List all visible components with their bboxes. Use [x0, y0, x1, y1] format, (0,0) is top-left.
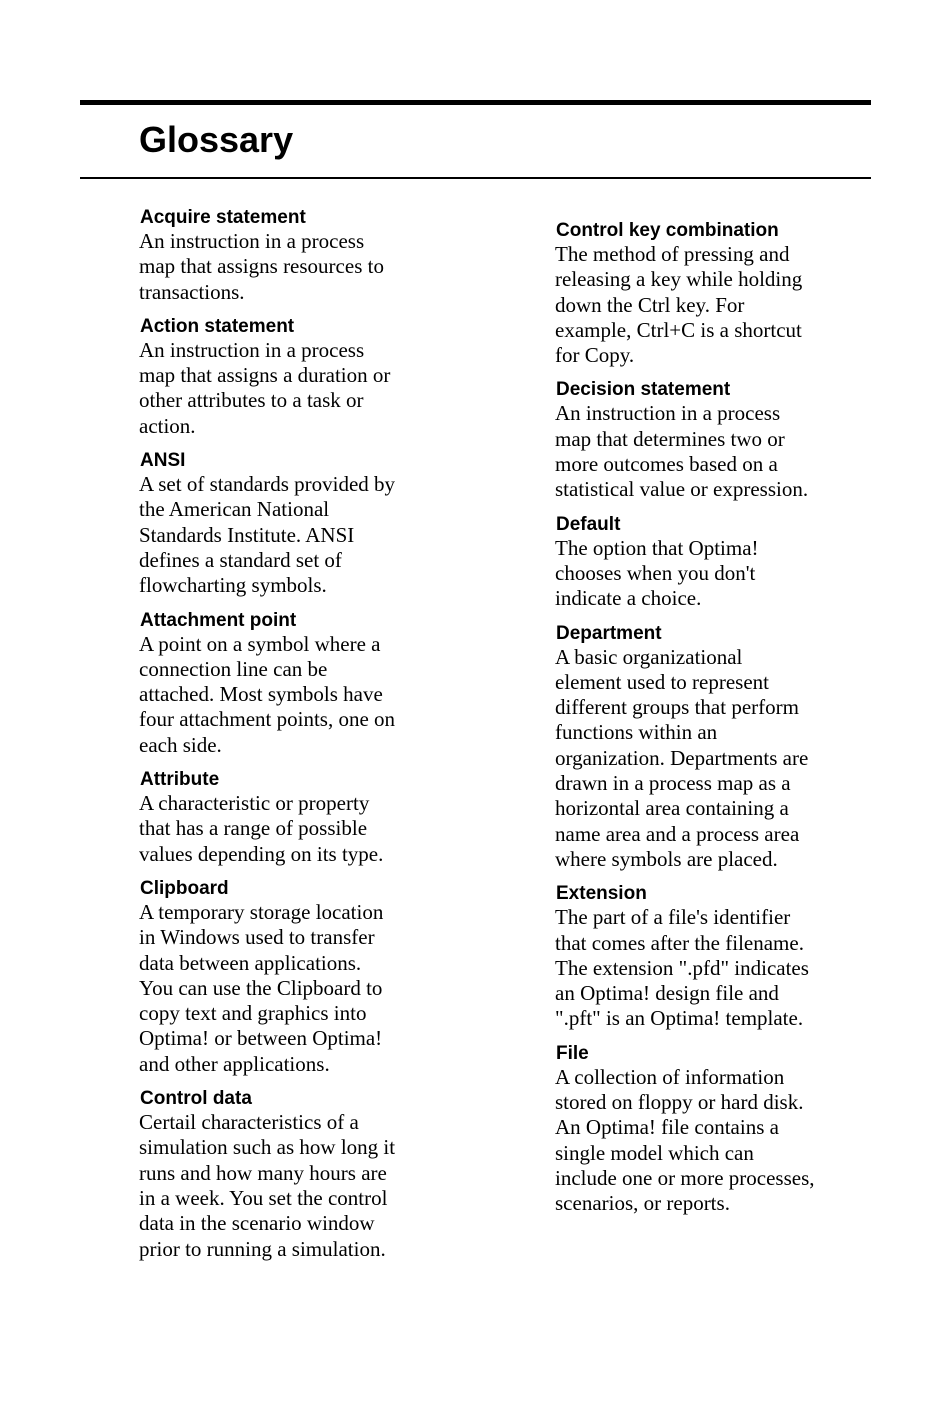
definition-line: data in the scenario window	[139, 1211, 375, 1236]
glossary-term: ANSI	[140, 450, 186, 472]
definition-line: Optima! or between Optima!	[139, 1026, 383, 1051]
definition-line: simulation such as how long it	[139, 1135, 396, 1160]
definition-line: A basic organizational	[555, 644, 743, 669]
glossary-definition	[555, 1065, 845, 1217]
definition-line: functions within an	[555, 720, 718, 745]
glossary-term: Action statement	[140, 315, 295, 337]
glossary-entry	[139, 315, 429, 439]
glossary-entry	[555, 219, 845, 368]
definition-line: A set of standards provided by	[139, 472, 396, 497]
definition-line: each side.	[139, 732, 222, 757]
definition-line: include one or more processes,	[555, 1165, 815, 1190]
glossary-entry	[139, 449, 429, 598]
definition-line: A characteristic or property	[139, 791, 370, 816]
definition-line: The extension ".pfd" indicates	[555, 955, 809, 980]
definition-line: copy text and graphics into	[139, 1001, 367, 1026]
definition-line: indicate a choice.	[555, 586, 702, 611]
definition-line: different groups that perform	[555, 695, 799, 720]
definition-line: Certail characteristics of a	[139, 1110, 359, 1135]
header-rule-bottom	[80, 177, 871, 179]
header-rule-top	[80, 100, 871, 105]
glossary-definition	[139, 1110, 429, 1262]
definition-line: prior to running a simulation.	[139, 1236, 386, 1261]
definition-line: map that determines two or	[555, 426, 785, 451]
glossary-column-left	[139, 206, 429, 1272]
glossary-entry	[555, 378, 845, 502]
glossary-definition	[139, 632, 429, 758]
definition-line: values depending on its type.	[139, 841, 384, 866]
glossary-term: Clipboard	[140, 877, 229, 899]
glossary-column-right	[555, 219, 845, 1227]
glossary-entry	[139, 1087, 429, 1262]
page-title: Glossary	[139, 119, 294, 160]
definition-line: A temporary storage location	[139, 899, 384, 924]
definition-line: stored on floppy or hard disk.	[555, 1090, 804, 1115]
definition-line: where symbols are placed.	[555, 846, 778, 871]
glossary-definition	[139, 472, 429, 598]
definition-line: attached. Most symbols have	[139, 682, 383, 707]
glossary-definition	[139, 791, 429, 867]
glossary-definition	[555, 401, 845, 502]
definition-line: drawn in a process map as a	[555, 771, 791, 796]
glossary-term: Decision statement	[556, 379, 731, 401]
definition-line: more outcomes based on a	[555, 452, 778, 477]
glossary-entry	[139, 206, 429, 305]
glossary-entry	[555, 882, 845, 1031]
definition-line: A collection of information	[555, 1064, 785, 1089]
glossary-term: Attachment point	[140, 609, 297, 631]
definition-line: in a week. You set the control	[139, 1185, 388, 1210]
definition-line: An instruction in a process	[139, 229, 365, 253]
glossary-definition	[555, 536, 845, 612]
definition-line: example, Ctrl+C is a shortcut	[555, 317, 802, 342]
glossary-term: Attribute	[140, 769, 220, 791]
glossary-entry	[555, 622, 845, 873]
definition-line: single model which can	[555, 1140, 754, 1165]
glossary-entry	[555, 1042, 845, 1217]
definition-line: the American National	[139, 497, 330, 522]
definition-line: connection line can be	[139, 656, 328, 681]
definition-line: A point on a symbol where a	[139, 631, 381, 656]
glossary-entry	[555, 513, 845, 612]
definition-line: and other applications.	[139, 1051, 330, 1076]
glossary-definition	[555, 645, 845, 873]
definition-line: down the Ctrl key. For	[555, 292, 745, 317]
definition-line: statistical value or expression.	[555, 477, 809, 502]
definition-line: data between applications.	[139, 950, 362, 975]
glossary-definition	[139, 900, 429, 1077]
definition-line: ".pft" is an Optima! template.	[555, 1006, 804, 1031]
glossary-term: Acquire statement	[140, 207, 306, 228]
glossary-definition	[139, 338, 429, 439]
definition-line: An instruction in a process	[139, 337, 365, 362]
glossary-term: Department	[556, 622, 662, 644]
definition-line: You can use the Clipboard to	[139, 975, 383, 1000]
definition-line: in Windows used to transfer	[139, 925, 375, 950]
definition-line: other attributes to a task or	[139, 388, 364, 413]
definition-line: element used to represent	[555, 669, 769, 694]
glossary-term: Extension	[556, 883, 647, 905]
definition-line: an Optima! design file and	[555, 981, 779, 1006]
definition-line: map that assigns a duration or	[139, 363, 391, 388]
definition-line: four attachment points, one on	[139, 707, 396, 732]
definition-line: defines a standard set of	[139, 547, 342, 572]
glossary-definition	[139, 229, 429, 305]
definition-line: The part of a file's identifier	[555, 905, 791, 930]
definition-line: organization. Departments are	[555, 745, 809, 770]
definition-line: The method of pressing and	[555, 242, 790, 266]
glossary-term: Default	[556, 513, 621, 535]
glossary-term: Control key combination	[556, 220, 779, 241]
glossary-entry	[139, 877, 429, 1077]
glossary-entry	[139, 768, 429, 867]
definition-line: releasing a key while holding	[555, 267, 803, 292]
definition-line: An instruction in a process	[555, 401, 781, 426]
definition-line: horizontal area containing a	[555, 796, 789, 821]
definition-line: transactions.	[139, 279, 245, 304]
definition-line: for Copy.	[555, 343, 635, 368]
glossary-term: File	[556, 1042, 589, 1064]
glossary-definition	[555, 242, 845, 368]
definition-line: name area and a process area	[555, 821, 800, 846]
definition-line: that comes after the filename.	[555, 930, 804, 955]
definition-line: An Optima! file contains a	[555, 1115, 779, 1140]
definition-line: runs and how many hours are	[139, 1160, 387, 1185]
definition-line: chooses when you don't	[555, 560, 756, 585]
definition-line: Standards Institute. ANSI	[139, 522, 355, 547]
glossary-term: Control data	[140, 1088, 252, 1110]
definition-line: flowcharting symbols.	[139, 573, 327, 598]
glossary-entry	[139, 609, 429, 758]
definition-line: map that assigns resources to	[139, 254, 384, 279]
glossary-definition	[555, 905, 845, 1031]
definition-line: that has a range of possible	[139, 816, 368, 841]
definition-line: The option that Optima!	[555, 535, 759, 560]
definition-line: action.	[139, 413, 196, 438]
definition-line: scenarios, or reports.	[555, 1191, 730, 1216]
